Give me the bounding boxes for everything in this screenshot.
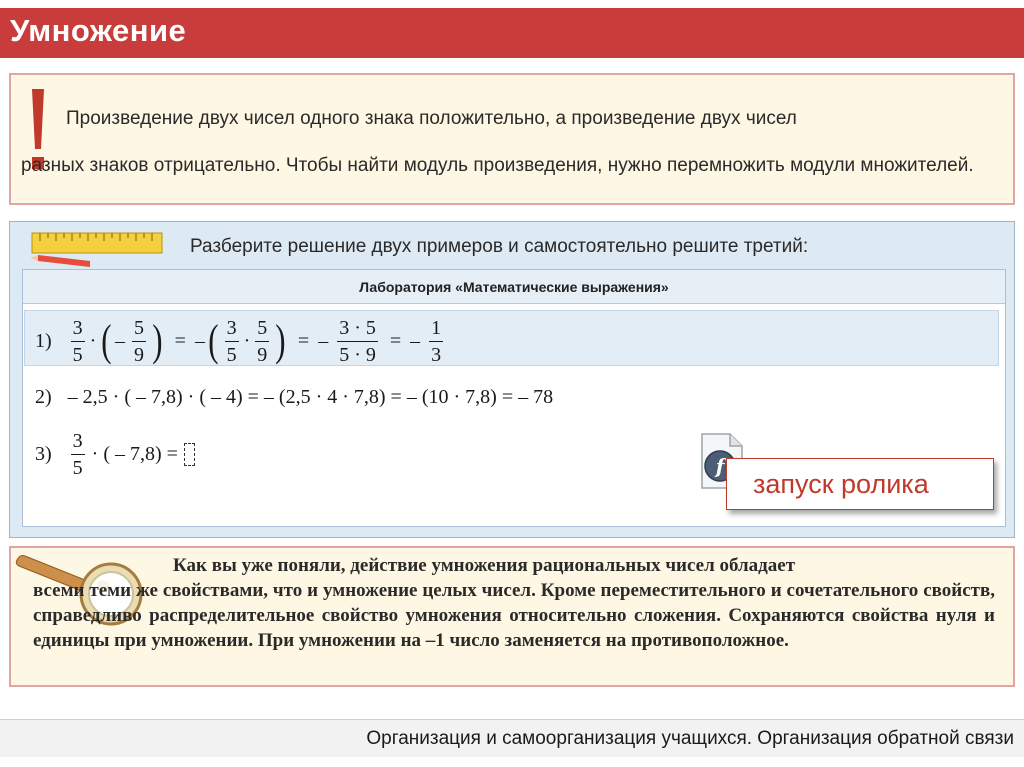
fraction: $\frac{5}{9}$	[257, 316, 268, 366]
footer-text: Организация и самоорганизация учащихся. Организация обратной связи	[366, 728, 1014, 749]
rule-text-line1: Произведение двух чисел одного знака положительно, а произведение двух чисел	[66, 108, 797, 129]
note-text	[33, 553, 995, 653]
note-box	[9, 546, 1015, 687]
fraction: $\frac{3}{5}$	[72, 316, 83, 366]
answer-input[interactable]	[184, 443, 195, 466]
svg-text:f: f	[715, 454, 725, 478]
lab-header: Лаборатория «Математические выражения»	[23, 270, 1005, 304]
example-3-label: 3)	[35, 442, 52, 465]
example-3-expression: · ( – 7,8) =	[91, 442, 178, 465]
example-2-label: 2)	[35, 385, 52, 408]
example-2	[35, 382, 553, 412]
launch-video-button[interactable]: запуск ролика	[726, 458, 994, 510]
rule-box	[9, 73, 1015, 205]
example-1: 1) $\frac{3}{5}$ · ( – $\frac{5}{9}$ ) = – ( $\frac{3}{5}$ · $\frac{5}{9}$ ) = – $\frac{3 \cdot 5}{5 \cdot 9}$ = – $\frac{1}{3}$	[35, 316, 442, 366]
page-title: Умножение	[10, 13, 187, 48]
note-text-line1: Как вы уже поняли, действие умножения рациональных чисел обладает	[173, 555, 796, 576]
fraction: $\frac{3 \cdot 5}{5 \cdot 9}$	[339, 316, 376, 366]
fraction: $\frac{1}{3}$	[431, 316, 442, 366]
example-1-label: 1)	[35, 329, 52, 352]
lab-instruction: Разберите решение двух примеров и самостоятельно решите третий:	[190, 236, 809, 257]
example-3	[35, 426, 195, 482]
fraction: $\frac{5}{9}$	[134, 316, 144, 366]
example-2-expression: – 2,5 · ( – 7,8) · ( – 4) = – (2,5 · 4 · 7,8) = – (10 · 7,8) = – 78	[67, 385, 554, 408]
fraction: $\frac{3}{5}$	[72, 429, 83, 479]
note-text-rest: всеми теми же свойствами, что и умножение целых чисел. Кроме переместительного и сочетательного свойств, справедливо распределительное свойство умножения относительно сложения. Сохраняются свойства нуля и единицы при умножении. При умножении на –1 число заменяется на противоположное.	[33, 580, 995, 651]
rule-text-line2: разных знаков отрицательно. Чтобы найти модуль произведения, нужно перемножить модули множителей.	[21, 155, 974, 176]
footer	[0, 719, 1024, 757]
fraction: $\frac{3}{5}$	[226, 316, 237, 366]
ruler-pencil-icon	[30, 231, 170, 267]
title-bar	[0, 8, 1024, 58]
